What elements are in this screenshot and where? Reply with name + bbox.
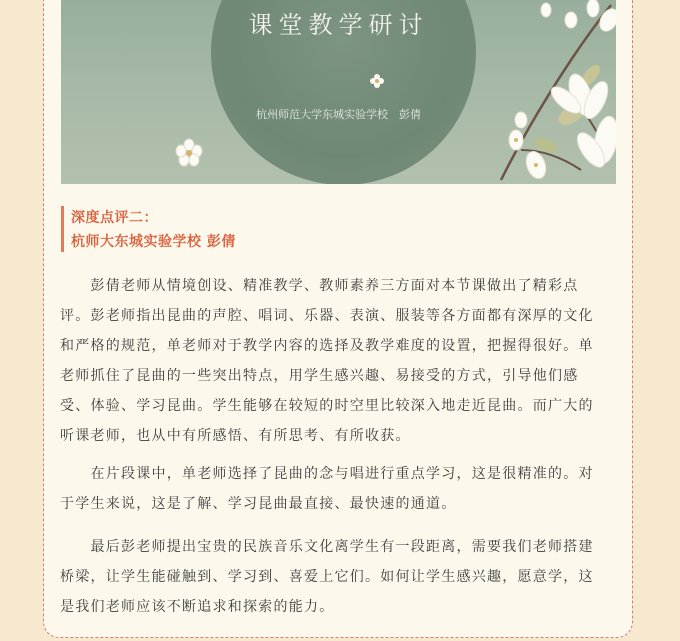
text-line: 听课老师，也从中有所感悟、有所思考、有所收获。 — [60, 428, 411, 444]
banner-title: 课堂教学研讨 — [248, 11, 429, 39]
review-heading: 深度点评二： — [71, 210, 158, 226]
text-line: 彭倩老师从情境创设、精准教学、教师素养三方面对本节课做出了精彩点 — [60, 278, 579, 294]
text-line: 最后彭老师提出宝贵的民族音乐文化离学生有一段距离，需要我们老师搭建 — [60, 539, 594, 555]
text-line: 评。彭老师指出昆曲的声腔、唱词、乐器、表演、服装等各方面都有深厚的文化 — [60, 308, 594, 324]
paragraph-3 — [60, 532, 620, 622]
small-blossom-icon — [174, 138, 204, 168]
text-line: 是我们老师应该不断追求和探索的能力。 — [60, 599, 335, 615]
text-line: 受、体验、学习昆曲。学生能够在较短的时空里比较深入地走近昆曲。而广大的 — [60, 398, 594, 414]
banner-image — [61, 0, 616, 184]
text-line: 老师抓住了昆曲的一些突出特点，用学生感兴趣、易接受的方式，引导他们感 — [60, 368, 579, 384]
paragraph-2 — [60, 459, 620, 519]
heading-accent-bar — [61, 206, 64, 252]
text-line: 和严格的规范，单老师对于教学内容的选择及教学难度的设置，把握得很好。单 — [60, 338, 594, 354]
tiny-blossom-icon — [370, 74, 384, 88]
banner-subtitle: 杭州师范大学东城实验学校 彭倩 — [256, 108, 421, 121]
text-line: 于学生来说，这是了解、学习昆曲最直接、最快速的通道。 — [60, 496, 457, 512]
text-line: 桥梁，让学生能碰触到、学习到、喜爱上它们。如何让学生感兴趣，愿意学，这 — [60, 569, 594, 585]
reviewer-name: 杭师大东城实验学校 彭倩 — [71, 234, 236, 250]
paragraph-1 — [60, 271, 620, 451]
text-line: 在片段课中，单老师选择了昆曲的念与唱进行重点学习，这是很精准的。对 — [60, 466, 594, 482]
magnolia-flowers-icon — [461, 0, 616, 184]
